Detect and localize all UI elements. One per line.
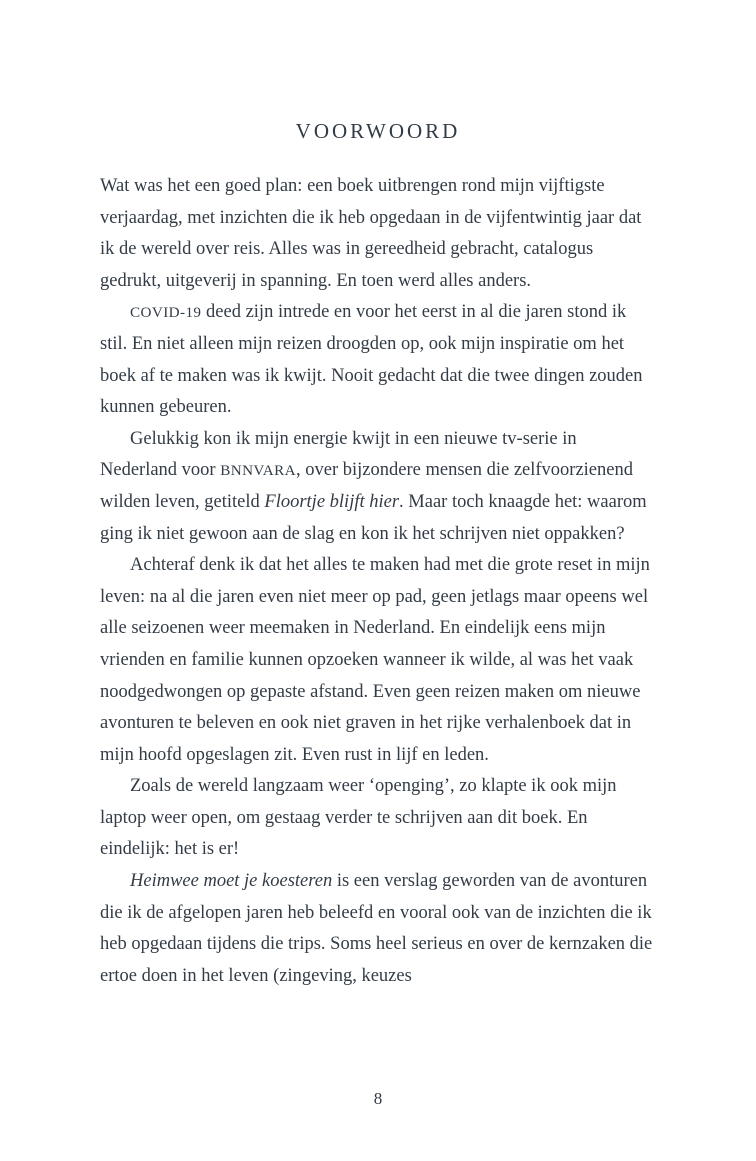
paragraph xyxy=(100,550,658,771)
paragraph xyxy=(100,297,658,423)
smallcaps-text-run: BNNVARA xyxy=(220,462,297,480)
page-number: 8 xyxy=(373,1089,383,1108)
text-run: . Maar toch knaagde het: waarom ging ik niet gewoon aan de slag en kon ik het schrijven niet oppakken? xyxy=(100,491,647,544)
text-run: , over bijzondere mensen die zelfvoorzienend wilden leven, getiteld xyxy=(100,460,633,512)
body-text xyxy=(100,171,658,992)
paragraph xyxy=(100,771,658,866)
text-run: Achteraf denk ik dat het alles te maken had met die grote reset in mijn leven: na al die jaren even niet meer op pad, geen jetlags maar opeens wel alle seizoenen weer meemaken in Nederland. En eindelijk eens mijn vrienden en familie kunnen opzoeken wanneer ik wilde, al was het vaak noodgedwongen op gepaste afstand. Even geen reizen maken om nieuwe avonturen te beleven en ook niet graven in het rijke verhalenboek dat in mijn hoofd opgeslagen zit. Even rust in lijf en leden. xyxy=(100,555,650,765)
text-run: Zoals de wereld langzaam weer ‘openging’, zo klapte ik ook mijn laptop weer open, om gestaag verder te schrijven aan dit boek. En eindelijk: het is er! xyxy=(100,776,617,860)
page-title: VOORWOORD xyxy=(295,119,461,143)
smallcaps-text-run: COVID-19 xyxy=(130,304,202,322)
text-run: Wat was het een goed plan: een boek uitbrengen rond mijn vijftigste verjaardag, met inzichten die ik heb opgedaan in de vijfentwintig jaar dat ik de wereld over reis. Alles was in gereedheid gebracht, catalogus gedrukt, uitgeverij in spanning. En toen werd alles anders. xyxy=(100,176,642,291)
paragraph xyxy=(100,424,658,550)
text-run: is een verslag geworden van de avonturen die ik de afgelopen jaren heb beleefd en vooral ook van de inzichten die ik heb opgedaan tijdens die trips. Soms heel serieus en over de kernzaken die ertoe doen in het leven (zingeving, keuzes xyxy=(100,871,653,986)
paragraph xyxy=(100,866,658,992)
text-run: Gelukkig kon ik mijn energie kwijt in een nieuwe tv-serie in Nederland voor xyxy=(100,428,577,481)
italic-text-run: Floortje blijft hier xyxy=(264,491,400,512)
paragraph xyxy=(100,171,658,297)
text-run: deed zijn intrede en voor het eerst in al die jaren stond ik stil. En niet alleen mijn reizen droogden op, ook mijn inspiratie om het boek af te maken was ik kwijt. Nooit gedacht dat die twee dingen zouden kunnen gebeuren. xyxy=(100,302,643,418)
italic-text-run: Heimwee moet je koesteren xyxy=(130,871,333,892)
